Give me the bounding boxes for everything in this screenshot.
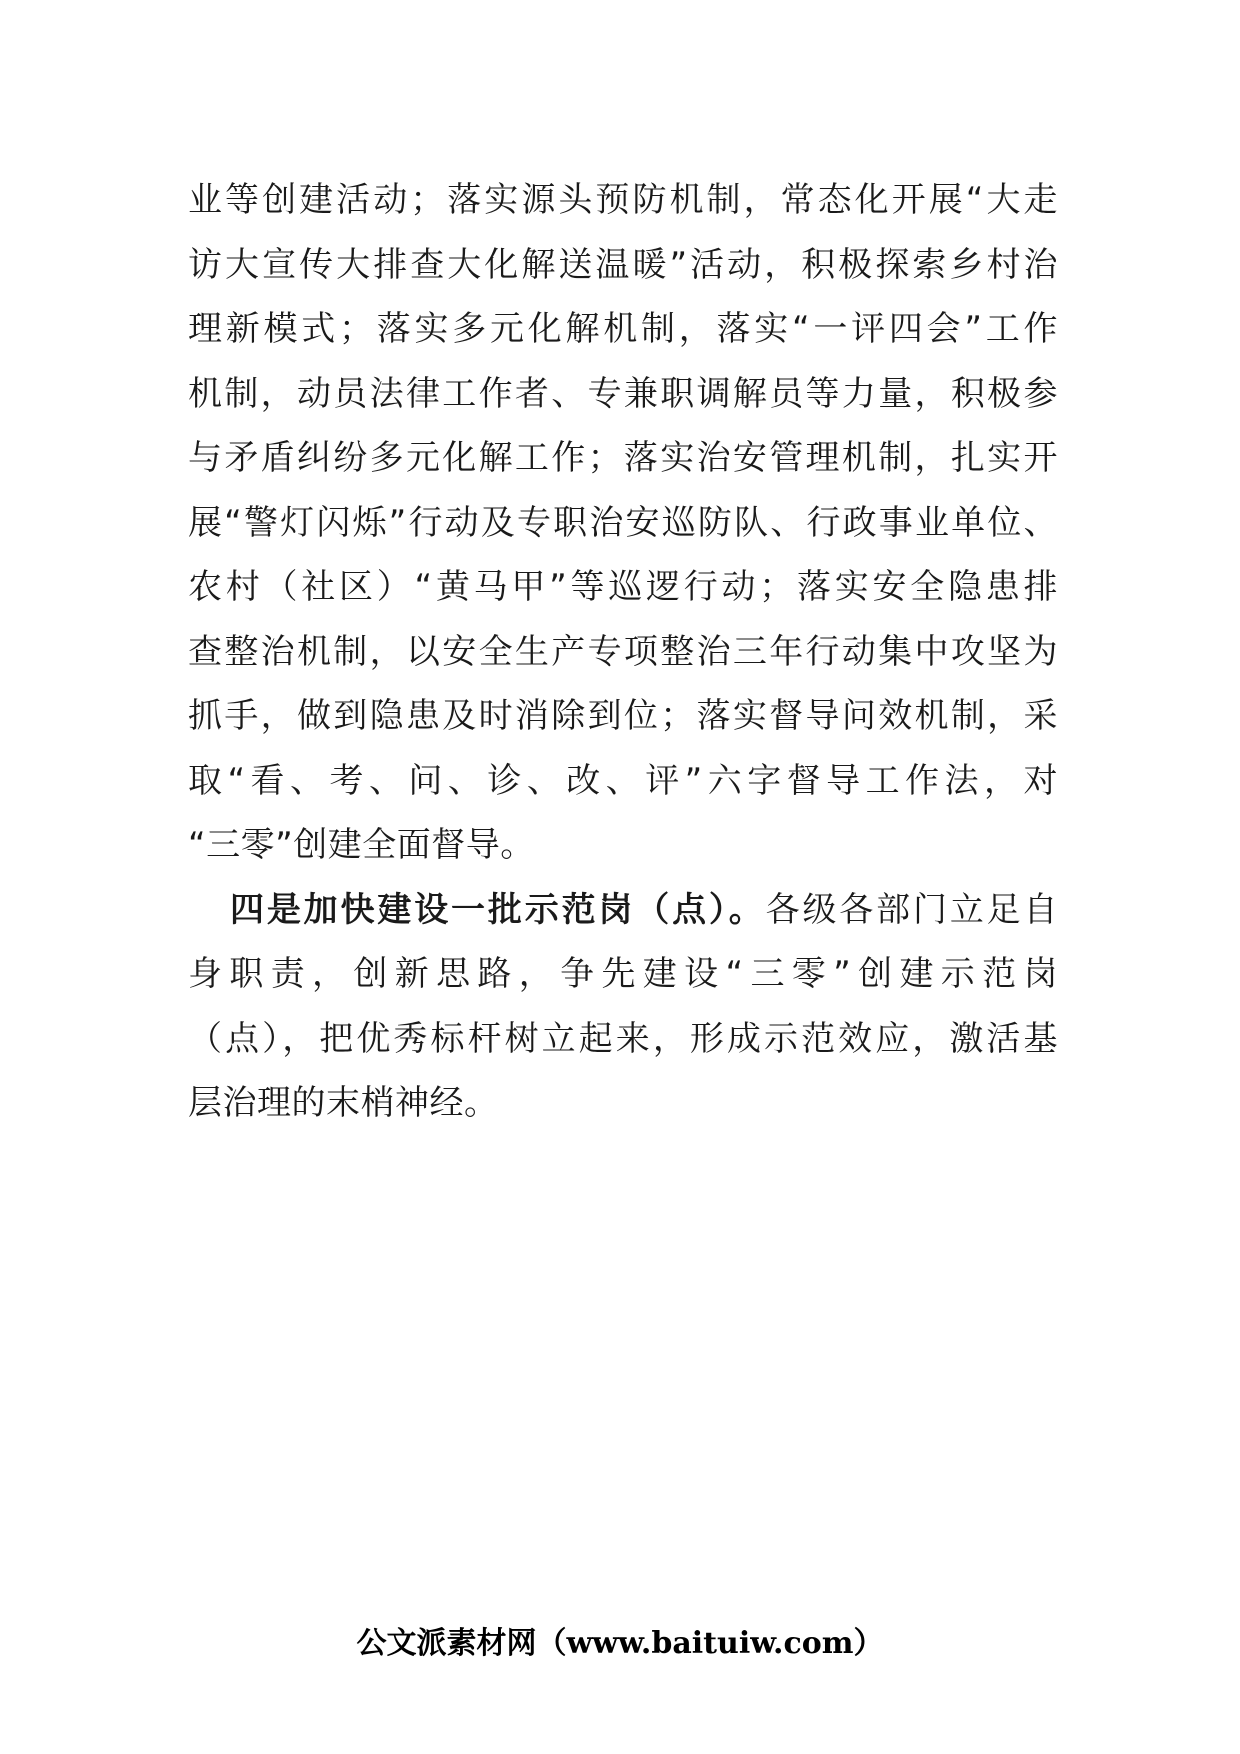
paragraph-1-line-9: 抓手，做到隐患及时消除到位；落实督导问效机制，采 <box>188 696 1058 736</box>
paragraph-2-heading: 四是加快建设一批示范岗（点）。 <box>230 889 766 930</box>
footer-source: 公文派素材网（www.baituiw.com） <box>356 1626 884 1661</box>
paragraph-2-line-1 <box>188 878 1058 943</box>
paragraph-2-line-4: 层治理的末梢神经。 <box>188 1083 499 1123</box>
paragraph-1-line-3: 理新模式；落实多元化解机制，落实“一评四会”工作 <box>188 309 1058 349</box>
body-text <box>188 168 1058 1136</box>
paragraph-1-line-10: 取“看、考、问、诊、改、评”六字督导工作法，对 <box>188 760 1058 801</box>
paragraph-1-line-1: 业等创建活动；落实源头预防机制，常态化开展“大走 <box>188 180 1058 220</box>
paragraph-1-line-11: “三零”创建全面督导。 <box>188 825 535 865</box>
paragraph-1-line-5: 与矛盾纠纷多元化解工作；落实治安管理机制，扎实开 <box>188 438 1058 478</box>
paragraph-2-line-1-rest: 各级各部门立足自 <box>765 889 1059 930</box>
paragraph-2-line-2: 身职责，创新思路，争先建设“三零”创建示范岗 <box>188 954 1058 994</box>
paragraph-2-line-3: （点），把优秀标杆树立起来，形成示范效应，激活基 <box>188 1018 1058 1059</box>
paragraph-1-line-7: 农村（社区）“黄马甲”等巡逻行动；落实安全隐患排 <box>188 567 1058 607</box>
paragraph-1-line-2: 访大宣传大排查大化解送温暖”活动，积极探索乡村治 <box>188 244 1058 285</box>
paragraph-1-line-4: 机制，动员法律工作者、专兼职调解员等力量，积极参 <box>188 373 1058 414</box>
paragraph-1-line-8: 查整治机制，以安全生产专项整治三年行动集中攻坚为 <box>188 631 1058 672</box>
paragraph-1-line-6: 展“警灯闪烁”行动及专职治安巡防队、行政事业单位、 <box>188 502 1058 543</box>
